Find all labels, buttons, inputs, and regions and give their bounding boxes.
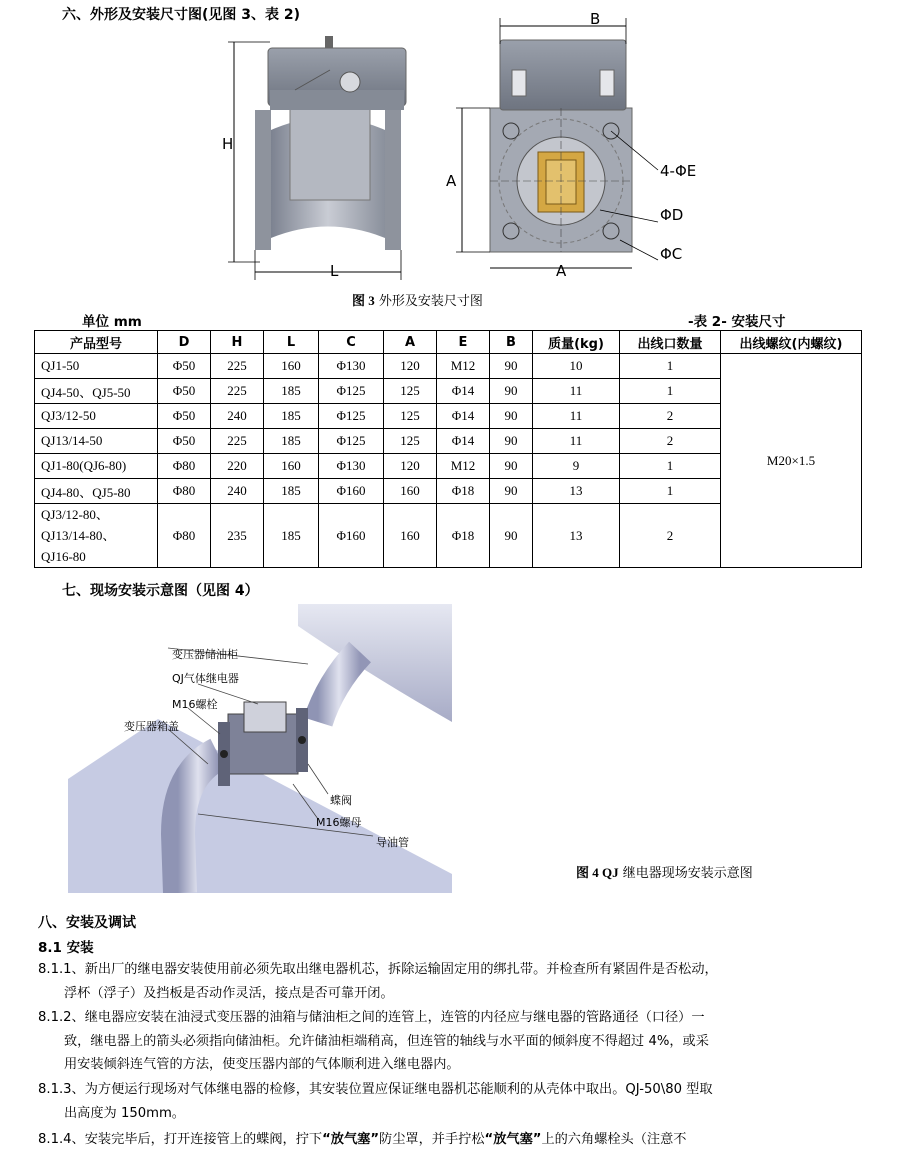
table-unit: 单位 mm bbox=[82, 314, 142, 330]
dim-l-label: L bbox=[330, 262, 339, 280]
table-cell: 90 bbox=[490, 479, 533, 504]
table-cell: Φ160 bbox=[319, 479, 384, 504]
section-8-title: 八、安装及调试 bbox=[38, 915, 136, 931]
figure-3-number: 图 3 bbox=[352, 293, 375, 308]
table-cell: 90 bbox=[490, 454, 533, 479]
para-bold: “放气塞” bbox=[322, 1132, 380, 1147]
para-line: 浮杯（浮子）及挡板是否动作灵活，接点是否可靠开闭。 bbox=[64, 985, 394, 1001]
table-cell: Φ125 bbox=[319, 429, 384, 454]
table-cell: 125 bbox=[384, 404, 437, 429]
label-oil-pipe: 导油管 bbox=[376, 836, 409, 849]
table-row bbox=[35, 354, 862, 379]
subsection-8-1: 8.1 安装 bbox=[38, 940, 94, 956]
label-bolt: M16螺栓 bbox=[172, 698, 218, 711]
table-cell: 225 bbox=[211, 429, 264, 454]
col-header: H bbox=[211, 331, 264, 354]
table-cell: Φ130 bbox=[319, 354, 384, 379]
table-cell: QJ3/12-50 bbox=[35, 404, 158, 429]
paragraph-8-1-3 bbox=[38, 1078, 864, 1125]
dim-b-label: B bbox=[590, 10, 601, 28]
table-cell: 120 bbox=[384, 354, 437, 379]
model-line: QJ3/12-80、 bbox=[41, 507, 109, 522]
table-cell: 185 bbox=[264, 429, 319, 454]
table-cell: 2 bbox=[620, 504, 721, 568]
table-cell: 90 bbox=[490, 504, 533, 568]
table-cell: 1 bbox=[620, 479, 721, 504]
table-cell: Φ14 bbox=[437, 404, 490, 429]
table-cell: 13 bbox=[533, 504, 620, 568]
table-cell: QJ13/14-50 bbox=[35, 429, 158, 454]
table-cell: 11 bbox=[533, 379, 620, 404]
table-cell: Φ80 bbox=[158, 504, 211, 568]
col-header: B bbox=[490, 331, 533, 354]
table-cell: M12 bbox=[437, 354, 490, 379]
para-line: 8.1.2、继电器应安装在油浸式变压器的油箱与储油柜之间的连管上，连管的内径应与继电器的管路通径（口径）一 bbox=[38, 1010, 705, 1025]
table-cell: Φ18 bbox=[437, 479, 490, 504]
table-cell: 240 bbox=[211, 479, 264, 504]
label-nut: M16螺母 bbox=[316, 816, 362, 829]
table-cell: 90 bbox=[490, 404, 533, 429]
paragraph-8-1-2 bbox=[38, 1006, 864, 1077]
table-cell: 90 bbox=[490, 354, 533, 379]
table-cell: 185 bbox=[264, 479, 319, 504]
table-cell: 90 bbox=[490, 429, 533, 454]
table-cell: 11 bbox=[533, 404, 620, 429]
install-dimensions-table bbox=[34, 330, 862, 568]
table-cell: 1 bbox=[620, 354, 721, 379]
paragraph-8-1-4 bbox=[38, 1128, 864, 1152]
table-cell: 225 bbox=[211, 379, 264, 404]
table-cell: 1 bbox=[620, 454, 721, 479]
table-cell: 90 bbox=[490, 379, 533, 404]
label-conservator: 变压器储油柜 bbox=[172, 648, 238, 661]
col-header: L bbox=[264, 331, 319, 354]
para-text: 上的六角螺栓头（注意不 bbox=[541, 1132, 687, 1147]
model-line: QJ13/14-80、 bbox=[41, 528, 116, 543]
table-cell: 2 bbox=[620, 429, 721, 454]
para-text: 8.1.4、安装完毕后，打开连接管上的蝶阀，拧下 bbox=[38, 1132, 323, 1147]
table-cell: Φ14 bbox=[437, 379, 490, 404]
table-cell: 2 bbox=[620, 404, 721, 429]
table-cell: 1 bbox=[620, 379, 721, 404]
para-line: 致，继电器上的箭头必须指向储油柜。允许储油柜端稍高，但连管的轴线与水平面的倾斜度不得超过 4%，或采 bbox=[64, 1033, 709, 1049]
table-cell: 185 bbox=[264, 504, 319, 568]
table-cell: QJ1-80(QJ6-80) bbox=[35, 454, 158, 479]
figure-3-drawing bbox=[200, 10, 720, 292]
table-cell-models bbox=[35, 504, 158, 568]
figure-4-caption bbox=[576, 862, 753, 881]
table-cell: Φ125 bbox=[319, 404, 384, 429]
figure-3-caption bbox=[352, 290, 483, 309]
table-cell: Φ80 bbox=[158, 454, 211, 479]
para-line: 用安装倾斜连气管的方法，使变压器内部的气体顺利进入继电器内。 bbox=[64, 1057, 460, 1072]
side-view bbox=[228, 36, 406, 280]
dia-c-label: ΦC bbox=[660, 245, 683, 263]
table-cell: Φ14 bbox=[437, 429, 490, 454]
thread-cell: M20×1.5 bbox=[721, 354, 862, 568]
table-cell: Φ18 bbox=[437, 504, 490, 568]
table-cell: 240 bbox=[211, 404, 264, 429]
hole-e-label: 4-ΦE bbox=[660, 162, 697, 180]
col-header: C bbox=[319, 331, 384, 354]
table-cell: Φ80 bbox=[158, 479, 211, 504]
figure-4-number: 图 4 QJ bbox=[576, 865, 619, 880]
table-cell: 10 bbox=[533, 354, 620, 379]
table-cell: 185 bbox=[264, 404, 319, 429]
para-line: 出高度为 150mm。 bbox=[64, 1105, 185, 1121]
figure-3-caption-text: 外形及安装尺寸图 bbox=[378, 294, 483, 309]
col-header: E bbox=[437, 331, 490, 354]
table-cell: 120 bbox=[384, 454, 437, 479]
table-cell: 9 bbox=[533, 454, 620, 479]
dim-a-side-label: A bbox=[446, 172, 457, 190]
table-cell: Φ130 bbox=[319, 454, 384, 479]
label-butterfly-valve: 蝶阀 bbox=[330, 794, 352, 807]
table-cell: 225 bbox=[211, 354, 264, 379]
para-line: 8.1.3、为方便运行现场对气体继电器的检修，其安装位置应保证继电器机芯能顺利的从壳体中取出。QJ-50\80 型取 bbox=[38, 1082, 713, 1097]
model-line: QJ16-80 bbox=[41, 549, 86, 564]
col-header: 出线螺纹(内螺纹) bbox=[721, 331, 862, 354]
col-header: D bbox=[158, 331, 211, 354]
table-cell: 160 bbox=[264, 354, 319, 379]
paragraph-8-1-1 bbox=[38, 958, 864, 1005]
table-cell: 160 bbox=[384, 479, 437, 504]
table-cell: Φ125 bbox=[319, 379, 384, 404]
dim-h-label: H bbox=[222, 135, 234, 153]
table-cell: 125 bbox=[384, 429, 437, 454]
table-cell: Φ50 bbox=[158, 379, 211, 404]
para-line: 8.1.1、新出厂的继电器安装使用前必须先取出继电器机芯，拆除运输固定用的绑扎带。并检查所有紧固件是否松动， bbox=[38, 962, 718, 977]
table-cell: Φ50 bbox=[158, 354, 211, 379]
table-cell: M12 bbox=[437, 454, 490, 479]
table-cell: Φ50 bbox=[158, 404, 211, 429]
para-bold: “放气塞” bbox=[484, 1132, 542, 1147]
table-cell: QJ1-50 bbox=[35, 354, 158, 379]
table-cell: Φ50 bbox=[158, 429, 211, 454]
table-cell: QJ4-80、QJ5-80 bbox=[35, 479, 158, 504]
table-title: -表 2- 安装尺寸 bbox=[688, 314, 786, 330]
table-cell: 185 bbox=[264, 379, 319, 404]
table-cell: 125 bbox=[384, 379, 437, 404]
table-header-row bbox=[35, 331, 862, 354]
col-header: 出线口数量 bbox=[620, 331, 721, 354]
section-6-title: 六、外形及安装尺寸图(见图 3、表 2) bbox=[62, 7, 301, 23]
figure-4-caption-text: 继电器现场安装示意图 bbox=[622, 866, 753, 881]
para-text: 防尘罩，并手拧松 bbox=[379, 1132, 485, 1147]
table-cell: Φ160 bbox=[319, 504, 384, 568]
table-cell: 13 bbox=[533, 479, 620, 504]
col-header: A bbox=[384, 331, 437, 354]
label-relay: QJ气体继电器 bbox=[172, 672, 239, 685]
col-header: 质量(kg) bbox=[533, 331, 620, 354]
dim-a-bottom-label: A bbox=[556, 262, 567, 280]
table-cell: 235 bbox=[211, 504, 264, 568]
dia-d-label: ΦD bbox=[660, 206, 684, 224]
section-7-title: 七、现场安装示意图（见图 4） bbox=[62, 583, 259, 599]
table-cell: 160 bbox=[384, 504, 437, 568]
table-cell: 160 bbox=[264, 454, 319, 479]
label-tank-cover: 变压器箱盖 bbox=[124, 720, 179, 733]
col-header: 产品型号 bbox=[35, 331, 158, 354]
table-cell: QJ4-50、QJ5-50 bbox=[35, 379, 158, 404]
table-cell: 11 bbox=[533, 429, 620, 454]
front-view bbox=[456, 18, 658, 268]
table-cell: 220 bbox=[211, 454, 264, 479]
